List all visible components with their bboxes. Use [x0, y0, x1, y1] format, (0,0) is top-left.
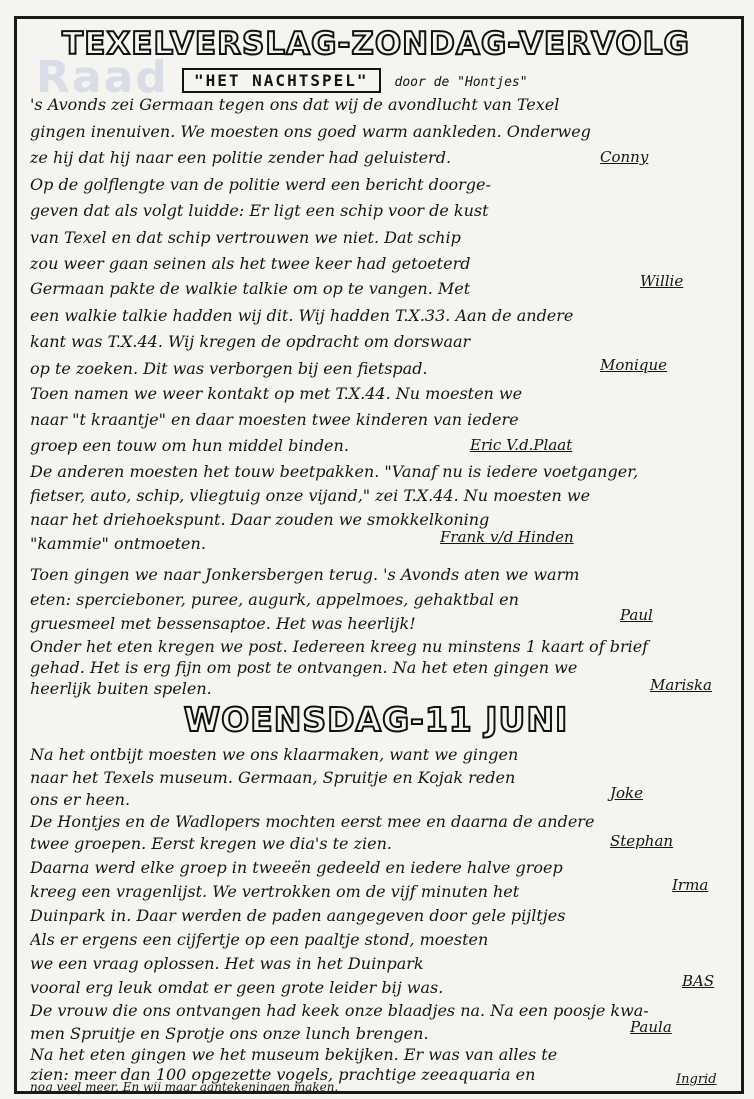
- signature: Willie: [640, 272, 684, 290]
- text-line: ons er heen.: [30, 790, 131, 809]
- text-line: gehad. Het is erg fijn om post te ontvangen. Na het eten gingen we: [30, 658, 578, 677]
- text-line: eten: spercieboner, puree, augurk, appelmoes, gehaktbal en: [30, 590, 519, 609]
- background-watermark: Raad: [36, 52, 169, 103]
- text-line: naar het Texels museum. Germaan, Spruitje en Kojak reden: [30, 768, 516, 787]
- text-line: kant was T.X.44. Wij kregen de opdracht om dorswaar: [30, 332, 471, 351]
- text-line: van Texel en dat schip vertrouwen we niet. Dat schip: [30, 228, 461, 247]
- signature: Paula: [630, 1018, 672, 1036]
- text-line: gruesmeel met bessensaptoe. Het was heerlijk!: [30, 614, 416, 633]
- text-line: naar "t kraantje" en daar moesten twee kinderen van iedere: [30, 410, 519, 429]
- text-line: Duinpark in. Daar werden de paden aangegeven door gele pijltjes: [30, 906, 566, 925]
- text-line: vooral erg leuk omdat er geen grote leider bij was.: [30, 978, 444, 997]
- signature: Paul: [620, 606, 653, 624]
- text-line: we een vraag oplossen. Het was in het Duinpark: [30, 954, 424, 973]
- signature: Eric V.d.Plaat: [470, 436, 573, 454]
- text-line: groep een touw om hun middel binden.: [30, 436, 349, 455]
- signature: Frank v/d Hinden: [440, 528, 574, 546]
- signature: Joke: [610, 784, 644, 802]
- text-line: geven dat als volgt luidde: Er ligt een schip voor de kust: [30, 201, 489, 220]
- text-line: De Hontjes en de Wadlopers mochten eerst mee en daarna de andere: [30, 812, 595, 831]
- text-line: ze hij dat hij naar een politie zender had geluisterd.: [30, 148, 452, 167]
- text-line: Als er ergens een cijfertje op een paaltje stond, moesten: [30, 930, 489, 949]
- headline-zondag-vervolg: TEXELVERSLAG-ZONDAG-VERVOLG: [62, 26, 690, 62]
- signature: Conny: [600, 148, 649, 166]
- text-line: Onder het eten kregen we post. Iedereen kreeg nu minstens 1 kaart of brief: [30, 637, 649, 656]
- text-line: Germaan pakte de walkie talkie om op te vangen. Met: [30, 279, 471, 298]
- signature: Monique: [600, 356, 667, 374]
- text-line: Na het eten gingen we het museum bekijken. Er was van alles te: [30, 1045, 558, 1064]
- headline-woensdag: WOENSDAG-11 JUNI: [183, 700, 569, 739]
- text-line: De anderen moesten het touw beetpakken. "Vanaf nu is iedere voetganger,: [30, 462, 639, 481]
- text-line: zou weer gaan seinen als het twee keer had getoeterd: [30, 254, 471, 273]
- text-line: Daarna werd elke groep in tweeën gedeeld en iedere halve groep: [30, 858, 563, 877]
- story-title: "HET NACHTSPEL": [182, 68, 381, 93]
- text-line: Op de golflengte van de politie werd een bericht doorge-: [30, 175, 491, 194]
- text-line: Na het ontbijt moesten we ons klaarmaken, want we gingen: [30, 745, 519, 764]
- story-byline: door de "Hontjes": [394, 75, 528, 90]
- text-line: twee groepen. Eerst kregen we dia's te zien.: [30, 834, 392, 853]
- text-line: fietser, auto, schip, vliegtuig onze vijand," zei T.X.44. Nu moesten we: [30, 486, 591, 505]
- text-line: men Spruitje en Sprotje ons onze lunch brengen.: [30, 1024, 429, 1043]
- text-line: Toen namen we weer kontakt op met T.X.44. Nu moesten we: [30, 384, 523, 403]
- text-line: De vrouw die ons ontvangen had keek onze blaadjes na. Na een poosje kwa-: [30, 1001, 649, 1020]
- text-line: heerlijk buiten spelen.: [30, 679, 212, 698]
- text-line: een walkie talkie hadden wij dit. Wij hadden T.X.33. Aan de andere: [30, 306, 574, 325]
- signature: Stephan: [610, 832, 674, 850]
- text-line: nog veel meer. En wij maar aantekeningen maken.: [30, 1080, 339, 1094]
- text-line: op te zoeken. Dit was verborgen bij een fietspad.: [30, 359, 428, 378]
- text-line: kreeg een vragenlijst. We vertrokken om de vijf minuten het: [30, 882, 520, 901]
- text-line: Toen gingen we naar Jonkersbergen terug. 's Avonds aten we warm: [30, 565, 580, 584]
- signature: BAS: [682, 972, 715, 990]
- signature: Mariska: [650, 676, 712, 694]
- text-line: naar het driehoekspunt. Daar zouden we smokkelkoning: [30, 510, 490, 529]
- signature: Ingrid: [676, 1072, 717, 1087]
- text-line: 's Avonds zei Germaan tegen ons dat wij de avondlucht van Texel: [30, 95, 560, 114]
- text-line: "kammie" ontmoeten.: [30, 534, 206, 553]
- text-line: zien: meer dan 100 opgezette vogels, prachtige zeeaquaria en: [30, 1065, 536, 1084]
- story-subtitle: [182, 68, 528, 93]
- text-line: gingen inenuiven. We moesten ons goed warm aankleden. Onderweg: [30, 122, 591, 141]
- signature: Irma: [672, 876, 709, 894]
